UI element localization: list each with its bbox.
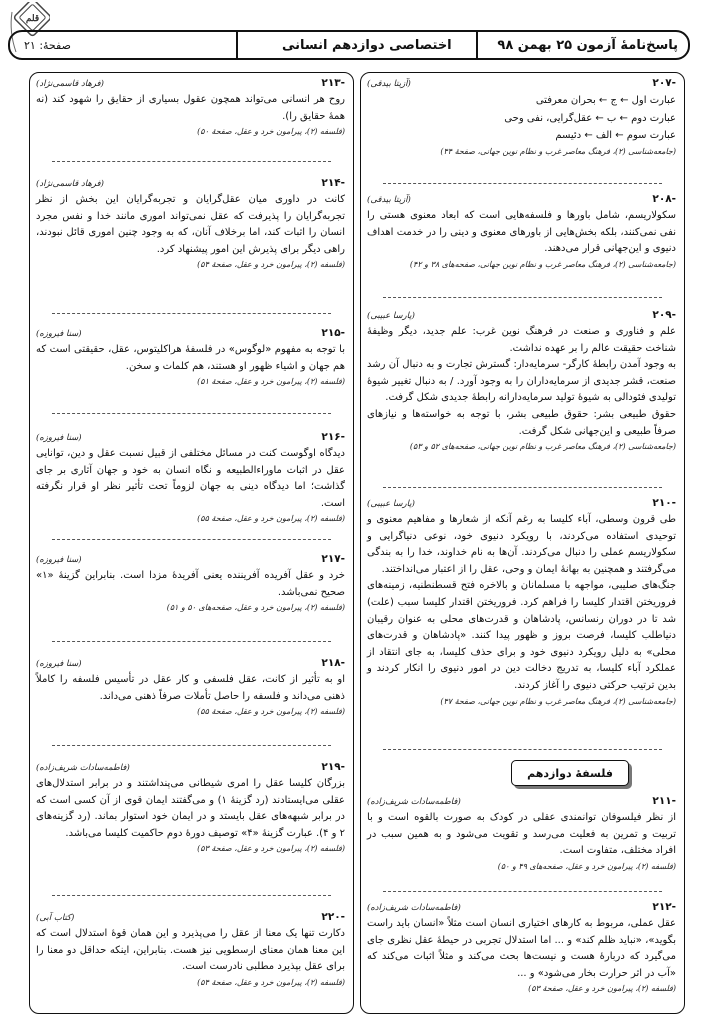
divider bbox=[383, 749, 662, 750]
question-number: -۲۰۸ bbox=[652, 193, 676, 205]
answer-line: سکولاریسم، شامل باورها و فلسفه‌هایی است که ابعاد معنوی هستی را نفی نمی‌کنند، بلکه بخش‌هایی از باورهای معنوی و دینی را در خدمت اهداف دنیوی و این‌جهانی قرار می‌دهند. bbox=[367, 210, 676, 255]
reference: (جامعه‌شناسی (۲)، فرهنگ معاصر غرب و نظام نوین جهانی، صفحه‌های ۵۲ و ۵۳) bbox=[409, 442, 676, 452]
answer-207 bbox=[367, 77, 676, 158]
divider bbox=[383, 297, 662, 298]
question-number: -۲۰۷ bbox=[652, 77, 676, 89]
answer-line: با توجه به مفهوم «لوگوس» در فلسفهٔ هراکلیتوس، عقل، حقیقتی است که هم جهان و اشیاء ظهور او هستند، هم کلمات و سخن. bbox=[36, 344, 345, 372]
reference: (جامعه‌شناسی (۲)، فرهنگ معاصر غرب و نظام نوین جهانی، صفحهٔ ۴۷) bbox=[440, 696, 676, 706]
answer-218 bbox=[36, 657, 345, 718]
question-number: -۲۱۹ bbox=[321, 761, 345, 773]
page-header bbox=[8, 30, 690, 60]
author: (سنا فیروزه) bbox=[36, 659, 82, 669]
author: (سنا فیروزه) bbox=[36, 329, 82, 339]
exam-title: پاسخ‌نامهٔ آزمون ۲۵ بهمن ۹۸ bbox=[476, 32, 688, 58]
answer-214 bbox=[36, 177, 345, 271]
author: (آزیتا بیدقی) bbox=[367, 195, 411, 205]
question-number: -۲۱۷ bbox=[321, 553, 345, 565]
answer-line: طی قرون وسطی، آباء کلیسا به رغم آنکه از شعارها و مفاهیم معنوی و توحیدی استفاده می‌کردند، با رویکرد دنیوی خود، نوعی دنیاگرایی و سکولاریسم عملی را دنبال می‌کردند. آن‌ها به نام خداوند، خدا را به بندگی می‌گرفتند و همچنین به بهانهٔ ایمان و وحی، عقل را از اعتبار می‌انداختند. bbox=[367, 514, 676, 575]
divider bbox=[383, 183, 662, 184]
divider bbox=[52, 313, 331, 314]
divider bbox=[52, 161, 331, 162]
answer-line: دکارت تنها یک معنا از عقل را می‌پذیرد و این همان قوهٔ استدلال است که این معنا همان معنای ارسطویی نیز هست. بنابراین، اینکه حداقل دو معنا را برای عقل بپذیرد مطلبی نادرست است. bbox=[36, 928, 345, 973]
author: (سنا فیروزه) bbox=[36, 433, 82, 443]
answer-line: دیدگاه اوگوست کنت در مسائل مختلفی از قبیل نسبت عقل و دین، توانایی عقل در اثبات ماوراءالطبیعه و نگاه انسان به خود و جهان آثاری بر جای گذاشت؛ اما دیدگاه دینی به جهان لزوماً تحت تأثیر نظر او قرار نگرفته است. bbox=[36, 448, 345, 509]
question-number: -۲۱۱ bbox=[652, 795, 676, 807]
answer-line: علم و فناوری و صنعت در فرهنگ نوین غرب: علم جدید، دیگر وظیفهٔ شناخت حقیقت عالم را بر عهده نداشت. bbox=[367, 326, 676, 354]
reference: (فلسفه (۲)، پیرامون خرد و عقل، صفحهٔ ۵۵) bbox=[197, 514, 345, 524]
reference: (جامعه‌شناسی (۲)، فرهنگ معاصر غرب و نظام نوین جهانی، صفحهٔ ۴۴) bbox=[440, 146, 676, 156]
question-number: -۲۱۲ bbox=[652, 901, 676, 913]
divider bbox=[52, 539, 331, 540]
answer-219 bbox=[36, 761, 345, 855]
divider bbox=[52, 895, 331, 896]
answer-line: بزرگان کلیسا عقل را امری شیطانی می‌پنداشتند و در برابر استدلال‌های عقلی می‌ایستادند (رد گزینهٔ ۱) و می‌گفتند ایمان قوی از آن کسی است که در برابر شبهه‌های عقل بایستد و در ایمان خود استوار بماند. (رد گزینه‌های ۲ و ۴). عبارت گزینهٔ «۴» توصیف دورهٔ دوم حاکمیت کلیسا می‌باشد. bbox=[36, 778, 345, 839]
reference: (فلسفه (۲)، پیرامون خرد و عقل، صفحهٔ ۵۴) bbox=[197, 260, 345, 270]
question-number: -۲۱۴ bbox=[321, 177, 345, 189]
answer-line: از نظر فیلسوفان توانمندی عقلی در کودک به صورت بالقوه است و با تربیت و تمرین به فعلیت می‌رسد و تقویت می‌شود و به همین سبب در افراد مختلف، متفاوت است. bbox=[367, 812, 676, 857]
divider bbox=[52, 413, 331, 414]
author: (فرهاد قاسمی‌نژاد) bbox=[36, 179, 104, 189]
answer-line: عبارت اول ← ج ← بحران معرفتی bbox=[535, 95, 676, 106]
answer-line: کانت در داوری میان عقل‌گرایان و تجربه‌گرایان این بخش از نظر تجربه‌گرایان را پذیرفت که عقل نمی‌تواند اموری مانند خدا و نفس مجرد انسان را اثبات کند، اما برخلاف آنان، که به وجود چنین اموری قائل نبودند، راهی دیگر برای پذیرش این امور پیشنهاد کرد. bbox=[36, 194, 345, 255]
reference: (فلسفه (۲)، پیرامون خرد و عقل، صفحهٔ ۵۰) bbox=[197, 127, 345, 137]
author: (کتاب آبی) bbox=[36, 913, 75, 923]
answer-line: او به تأثیر از کانت، عقل فلسفی و کار عقل در تأسیس فلسفه را کاملاً ذهنی می‌داند و فلسفه را حاصل تأملات صرفاً ذهنی می‌داند. bbox=[36, 674, 345, 702]
right-column bbox=[360, 72, 685, 1014]
divider bbox=[383, 891, 662, 892]
answer-217 bbox=[36, 553, 345, 614]
answer-line: جنگ‌های صلیبی، مواجهه با مسلمانان و بالاخره فتح قسطنطنیه، زمینه‌های فروریختن اقتدار کلیسا را فراهم کرد. فروریختن اقتدار کلیسا سبب (علت) شد تا در دوران رنسانس، پادشاهان و قدرت‌های محلی به عنوان رقیبان دنیاطلب کلیسا، فرصت بروز و ظهور پیدا کنند. «پادشاهان و قدرت‌های محلی» به دلیل رویکرد دنیوی خود و برای حذف کلیسا، به جای انتقاد از عملکرد آباء کلیسا، به تدریج دخالت دین در امور دنیوی را انکار کردند و بدین ترتیب حرکتی دنیوی را آغاز کردند. bbox=[367, 580, 676, 691]
question-number: -۲۲۰ bbox=[321, 911, 345, 923]
question-number: -۲۰۹ bbox=[652, 309, 676, 321]
author: (پارسا عبیبی) bbox=[367, 499, 415, 509]
answer-line: به وجود آمدن رابطهٔ کارگر- سرمایه‌دار: گسترش تجارت و به دنبال آن رشد صنعت، قشر جدیدی از سرمایه‌داران را به وجود آورد. / به دنبال تغییر شیوهٔ تولیدی فئودالی به شیوهٔ تولید سرمایه‌دارانه رابطهٔ جدیدی شکل گرفت. bbox=[367, 359, 676, 404]
answer-212 bbox=[367, 901, 676, 995]
reference: (فلسفه (۲)، پیرامون خرد و عقل، صفحه‌های ۴۹ و ۵۰) bbox=[497, 861, 676, 871]
reference: (جامعه‌شناسی (۲)، فرهنگ معاصر غرب و نظام نوین جهانی، صفحه‌های ۳۸ و ۴۲) bbox=[409, 259, 676, 269]
page-number: صفحهٔ: ۲۱ bbox=[24, 38, 71, 52]
author: (آزیتا بیدقی) bbox=[367, 79, 411, 89]
left-column bbox=[29, 72, 354, 1014]
answer-line: عقل عملی، مربوط به کارهای اختیاری انسان است مثلاً «انسان باید راست بگوید»، «نباید ظلم کند» و ... اما استدلال تجربی در حیطهٔ عقل نظری جای می‌گیرد که دربارهٔ هست و نیست‌ها بحث می‌کند و مثلاً اثبات می‌کند که «آب در اثر حرارت بخار می‌شود» و ... bbox=[367, 918, 676, 979]
question-number: -۲۱۳ bbox=[321, 77, 345, 89]
answer-208 bbox=[367, 193, 676, 271]
author: (فاطمه‌سادات شریف‌زاده) bbox=[367, 903, 461, 913]
svg-text:قلم: قلم bbox=[25, 14, 40, 24]
answer-213 bbox=[36, 77, 345, 138]
author: (فاطمه‌سادات شریف‌زاده) bbox=[36, 763, 130, 773]
question-number: -۲۱۶ bbox=[321, 431, 345, 443]
question-number: -۲۱۸ bbox=[321, 657, 345, 669]
answer-line: روح هر انسانی می‌تواند همچون عقول بسیاری از حقایق را شهود کند (نه همهٔ حقایق را). bbox=[36, 94, 345, 122]
reference: (فلسفه (۲)، پیرامون خرد و عقل، صفحهٔ ۵۱) bbox=[197, 377, 345, 387]
author: (فاطمه‌سادات شریف‌زاده) bbox=[367, 797, 461, 807]
answer-line: حقوق طبیعی بشر: حقوق طبیعی بشر، با توجه به خواسته‌ها و نیازهای صرفاً طبیعی و این‌جهانی شکل گرفت. bbox=[367, 408, 676, 437]
reference: (فلسفه (۲)، پیرامون خرد و عقل، صفحه‌های ۵۰ و ۵۱) bbox=[166, 603, 345, 613]
divider bbox=[52, 745, 331, 746]
reference: (فلسفه (۲)، پیرامون خرد و عقل، صفحهٔ ۵۳) bbox=[528, 984, 676, 994]
answer-216 bbox=[36, 431, 345, 525]
divider bbox=[383, 487, 662, 488]
answer-210 bbox=[367, 497, 676, 708]
author: (فرهاد قاسمی‌نژاد) bbox=[36, 79, 104, 89]
answer-line: عبارت سوم ← الف ← دئیسم bbox=[555, 130, 676, 141]
exam-subject: اختصاصی دوازدهم انسانی bbox=[236, 32, 476, 58]
answer-209 bbox=[367, 309, 676, 453]
divider bbox=[52, 641, 331, 642]
answer-220 bbox=[36, 911, 345, 989]
question-number: -۲۱۰ bbox=[652, 497, 676, 509]
section-title: فلسفهٔ دوازدهم bbox=[511, 760, 629, 786]
answer-line: خرد و عقل آفریده آفریننده یعنی آفریدهٔ مزدا است. بنابراین گزینهٔ «۱» صحیح نمی‌باشد. bbox=[36, 570, 345, 598]
reference: (فلسفه (۲)، پیرامون خرد و عقل، صفحهٔ ۵۴) bbox=[197, 977, 345, 987]
author: (پارسا عبیبی) bbox=[367, 311, 415, 321]
answer-215 bbox=[36, 327, 345, 388]
question-number: -۲۱۵ bbox=[321, 327, 345, 339]
answer-211 bbox=[367, 795, 676, 873]
reference: (فلسفه (۲)، پیرامون خرد و عقل، صفحهٔ ۵۳) bbox=[197, 844, 345, 854]
reference: (فلسفه (۲)، پیرامون خرد و عقل، صفحهٔ ۵۵) bbox=[197, 707, 345, 717]
answer-line: عبارت دوم ← ب ← عقل‌گرایی، نفی وحی bbox=[504, 112, 676, 124]
author: (سنا فیروزه) bbox=[36, 555, 82, 565]
